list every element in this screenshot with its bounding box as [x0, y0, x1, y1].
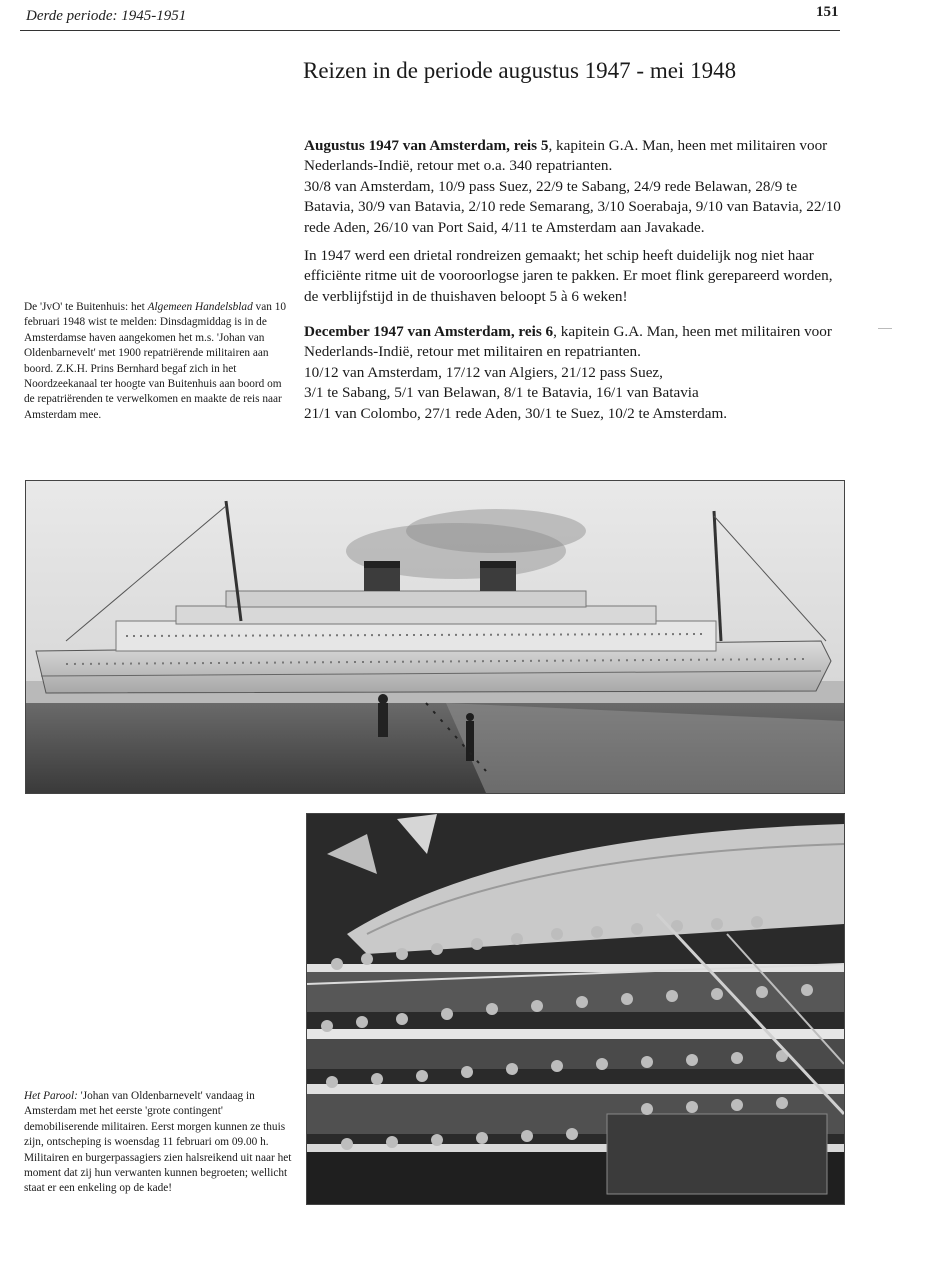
section-title: Reizen in de periode augustus 1947 - mei 1948	[303, 58, 737, 83]
voyage-6-summary	[304, 322, 844, 363]
running-title: Derde periode: 1945-1951	[26, 8, 187, 24]
voyage-5-paragraph	[304, 136, 844, 238]
caption-1-source: Algemeen Handelsblad	[147, 301, 253, 313]
voyage-6-paragraph	[304, 322, 844, 424]
voyage-5-itinerary: 30/8 van Amsterdam, 10/9 pass Suez, 22/9 te Sabang, 24/9 rede Belawan, 28/9 te Batavia, 30/9 van Batavia, 2/10 rede Semarang, 3/10 Soerabaja, 9/10 van Batavia, 22/10 rede Aden, 26/10 van Port Said, 4/11 te Amsterdam aan Javakade.	[304, 177, 841, 236]
voyage-6-line-3: 21/1 van Colombo, 27/1 rede Aden, 30/1 te Suez, 10/2 te Amsterdam.	[304, 404, 728, 422]
voyage-6-line-2: 3/1 te Sabang, 5/1 van Belawan, 8/1 te Batavia, 16/1 van Batavia	[304, 384, 699, 402]
header-divider	[20, 30, 840, 31]
ship-panorama-photo	[25, 480, 845, 794]
note-1947-text: In 1947 werd een drietal rondreizen gemaakt; het schip heeft duidelijk nog niet haar efficiënte ritme uit de vooroorlogse jaren te pakken. Er moet flink gerepareerd worden, de verblijfstijd in de thuishaven beloopt 5 à 6 weken!	[304, 247, 833, 305]
caption-2-text: 'Johan van Oldenbarnevelt' vandaag in Amsterdam met het eerste 'grote contingent' demobiliserende militairen. Eerst morgen kunnen ze thuis zijn, ontscheping is woensdag 11 februari om 09.00 h.	[24, 1090, 286, 1149]
caption-2-paragraph-2: Militairen en burgerpassagiers zien halsreikend uit naar het moment dat zij hun verwanten kunnen begroeten; wellicht staat er een enkeling op de kade!	[24, 1151, 292, 1195]
caption-ship-buitenhuis	[24, 300, 294, 423]
margin-mark	[878, 328, 892, 329]
voyage-6-intro: , kapitein G.A. Man, heen met militairen voor Nederlands-Indië, retour met militairen en repatrianten.	[304, 323, 832, 361]
voyage-5-summary	[304, 136, 844, 177]
voyage-5-intro: , kapitein G.A. Man, heen met militairen voor Nederlands-Indië, retour met o.a. 340 repatrianten.	[304, 137, 828, 175]
voyage-5-heading: Augustus 1947 van Amsterdam, reis 5	[304, 137, 549, 154]
caption-2-source: Het Parool:	[24, 1090, 78, 1102]
caption-2-paragraph-1	[24, 1089, 294, 1151]
voyage-6-line-1: 10/12 van Amsterdam, 17/12 van Algiers, 21/12 pass Suez,	[304, 363, 663, 381]
caption-1-lead: De 'JvO' te Buitenhuis: het	[24, 301, 148, 313]
note-1947-paragraph	[304, 246, 844, 307]
ship-panorama-image	[26, 481, 844, 793]
voyage-6-heading: December 1947 van Amsterdam, reis 6	[304, 323, 554, 340]
passengers-deck-photo	[306, 813, 845, 1205]
page-number: 151	[816, 4, 839, 20]
caption-1-text: van 10 februari 1948 wist te melden: Dinsdagmiddag is in de Amsterdamse haven aangekomen het m.s. 'Johan van Oldenbarnevelt' met 1900 repatriërende militairen aan boord. Z.K.H. Prins Bernhard begaf zich in het Noordzeekanaal ter hoogte van Buitenhuis aan boord om de repatriërenden te verwelkomen en maakte de reis naar Amsterdam mee.	[24, 301, 286, 421]
passengers-deck-image	[307, 814, 844, 1204]
caption-passengers	[24, 1089, 294, 1197]
